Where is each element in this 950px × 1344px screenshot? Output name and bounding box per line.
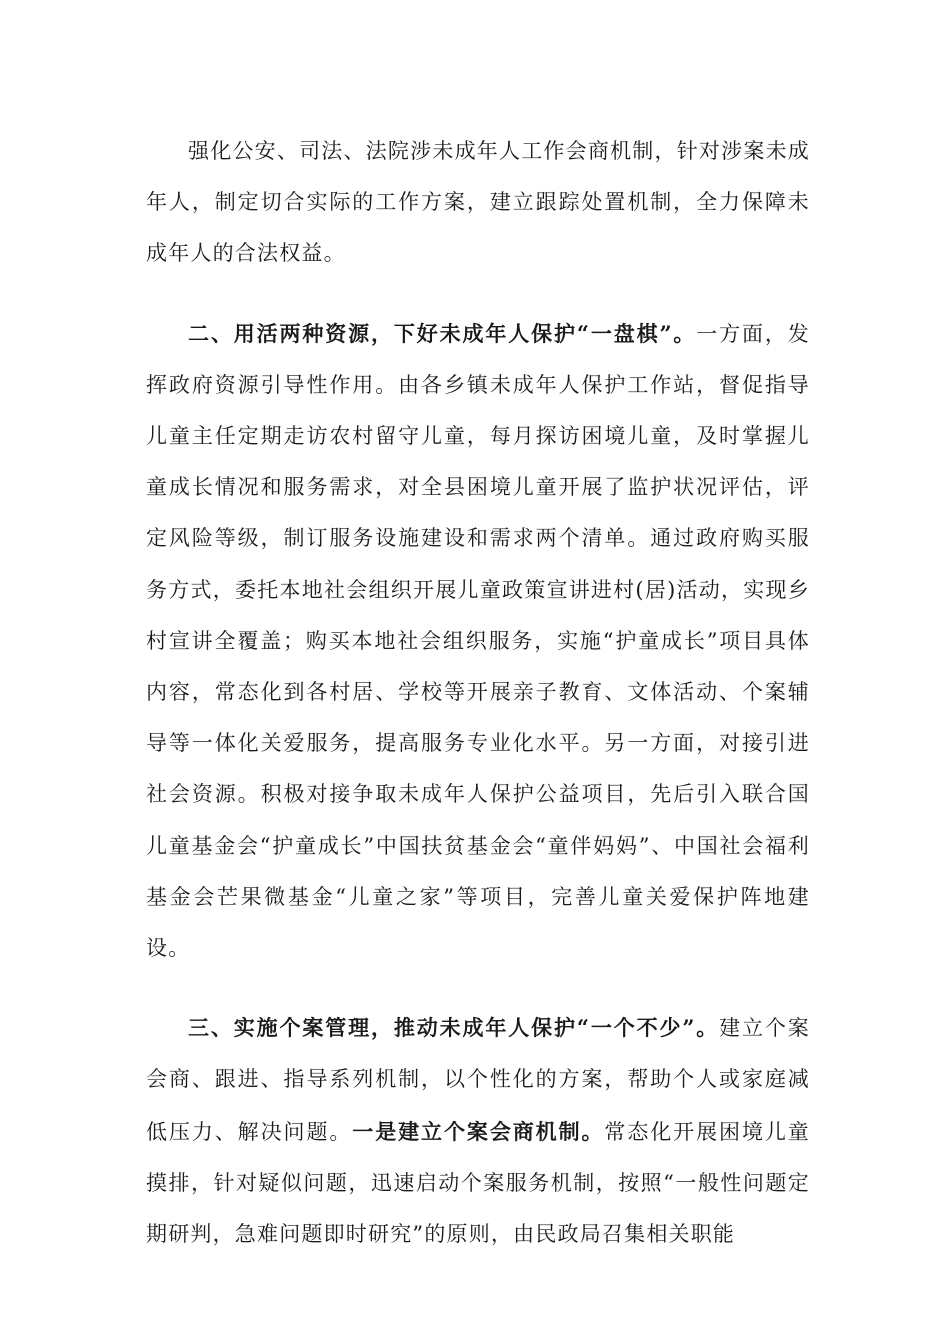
subheading-mechanism: 一是建立个案会商机制。: [352, 1118, 605, 1144]
paragraph-1-text: 强化公安、司法、法院涉未成年人工作会商机制，针对涉案未成年人，制定切合实际的工作方案，建立跟踪处置机制，全力保障未成年人的合法权益。: [146, 139, 810, 266]
section-heading-2: 二、用活两种资源，下好未成年人保护“一盘棋”。: [188, 320, 697, 346]
paragraph-gap: [146, 280, 810, 308]
section-heading-3: 三、实施个案管理，推动未成年人保护“一个不少”。: [188, 1015, 720, 1041]
paragraph-gap: [146, 974, 810, 1002]
paragraph-2: [146, 308, 810, 975]
paragraph-2-text: 一方面，发挥政府资源引导性作用。由各乡镇未成年人保护工作站，督促指导儿童主任定期走访农村留守儿童，每月探访困境儿童，及时掌握儿童成长情况和服务需求，对全县困境儿童开展了监护状况评估，评定风险等级，制订服务设施建设和需求两个清单。通过政府购买服务方式，委托本地社会组织开展儿童政策宣讲进村(居)活动，实现乡村宣讲全覆盖；购买本地社会组织服务，实施“护童成长”项目具体内容，常态化到各村居、学校等开展亲子教育、文体活动、个案辅导等一体化关爱服务，提高服务专业化水平。另一方面，对接引进社会资源。积极对接争取未成年人保护公益项目，先后引入联合国儿童基金会“护童成长”中国扶贫基金会“童伴妈妈”、中国社会福利基金会芒果微基金“儿童之家”等项目，完善儿童关爱保护阵地建设。: [146, 321, 810, 961]
paragraph-3-text-continued: 常态化开展困境儿童摸排，针对疑似问题，迅速启动个案服务机制，按照“一般性问题定期研判，急难问题即时研究”的原则，由民政局召集相关职能: [146, 1119, 810, 1247]
paragraph-3-text: 建立个案会商、跟进、指导系列机制，以个性化的方案，帮助个人或家庭减低压力、解决问题。: [146, 1016, 810, 1144]
paragraph-1: [146, 126, 810, 280]
paragraph-3: [146, 1002, 810, 1260]
document-page: [146, 126, 810, 1260]
